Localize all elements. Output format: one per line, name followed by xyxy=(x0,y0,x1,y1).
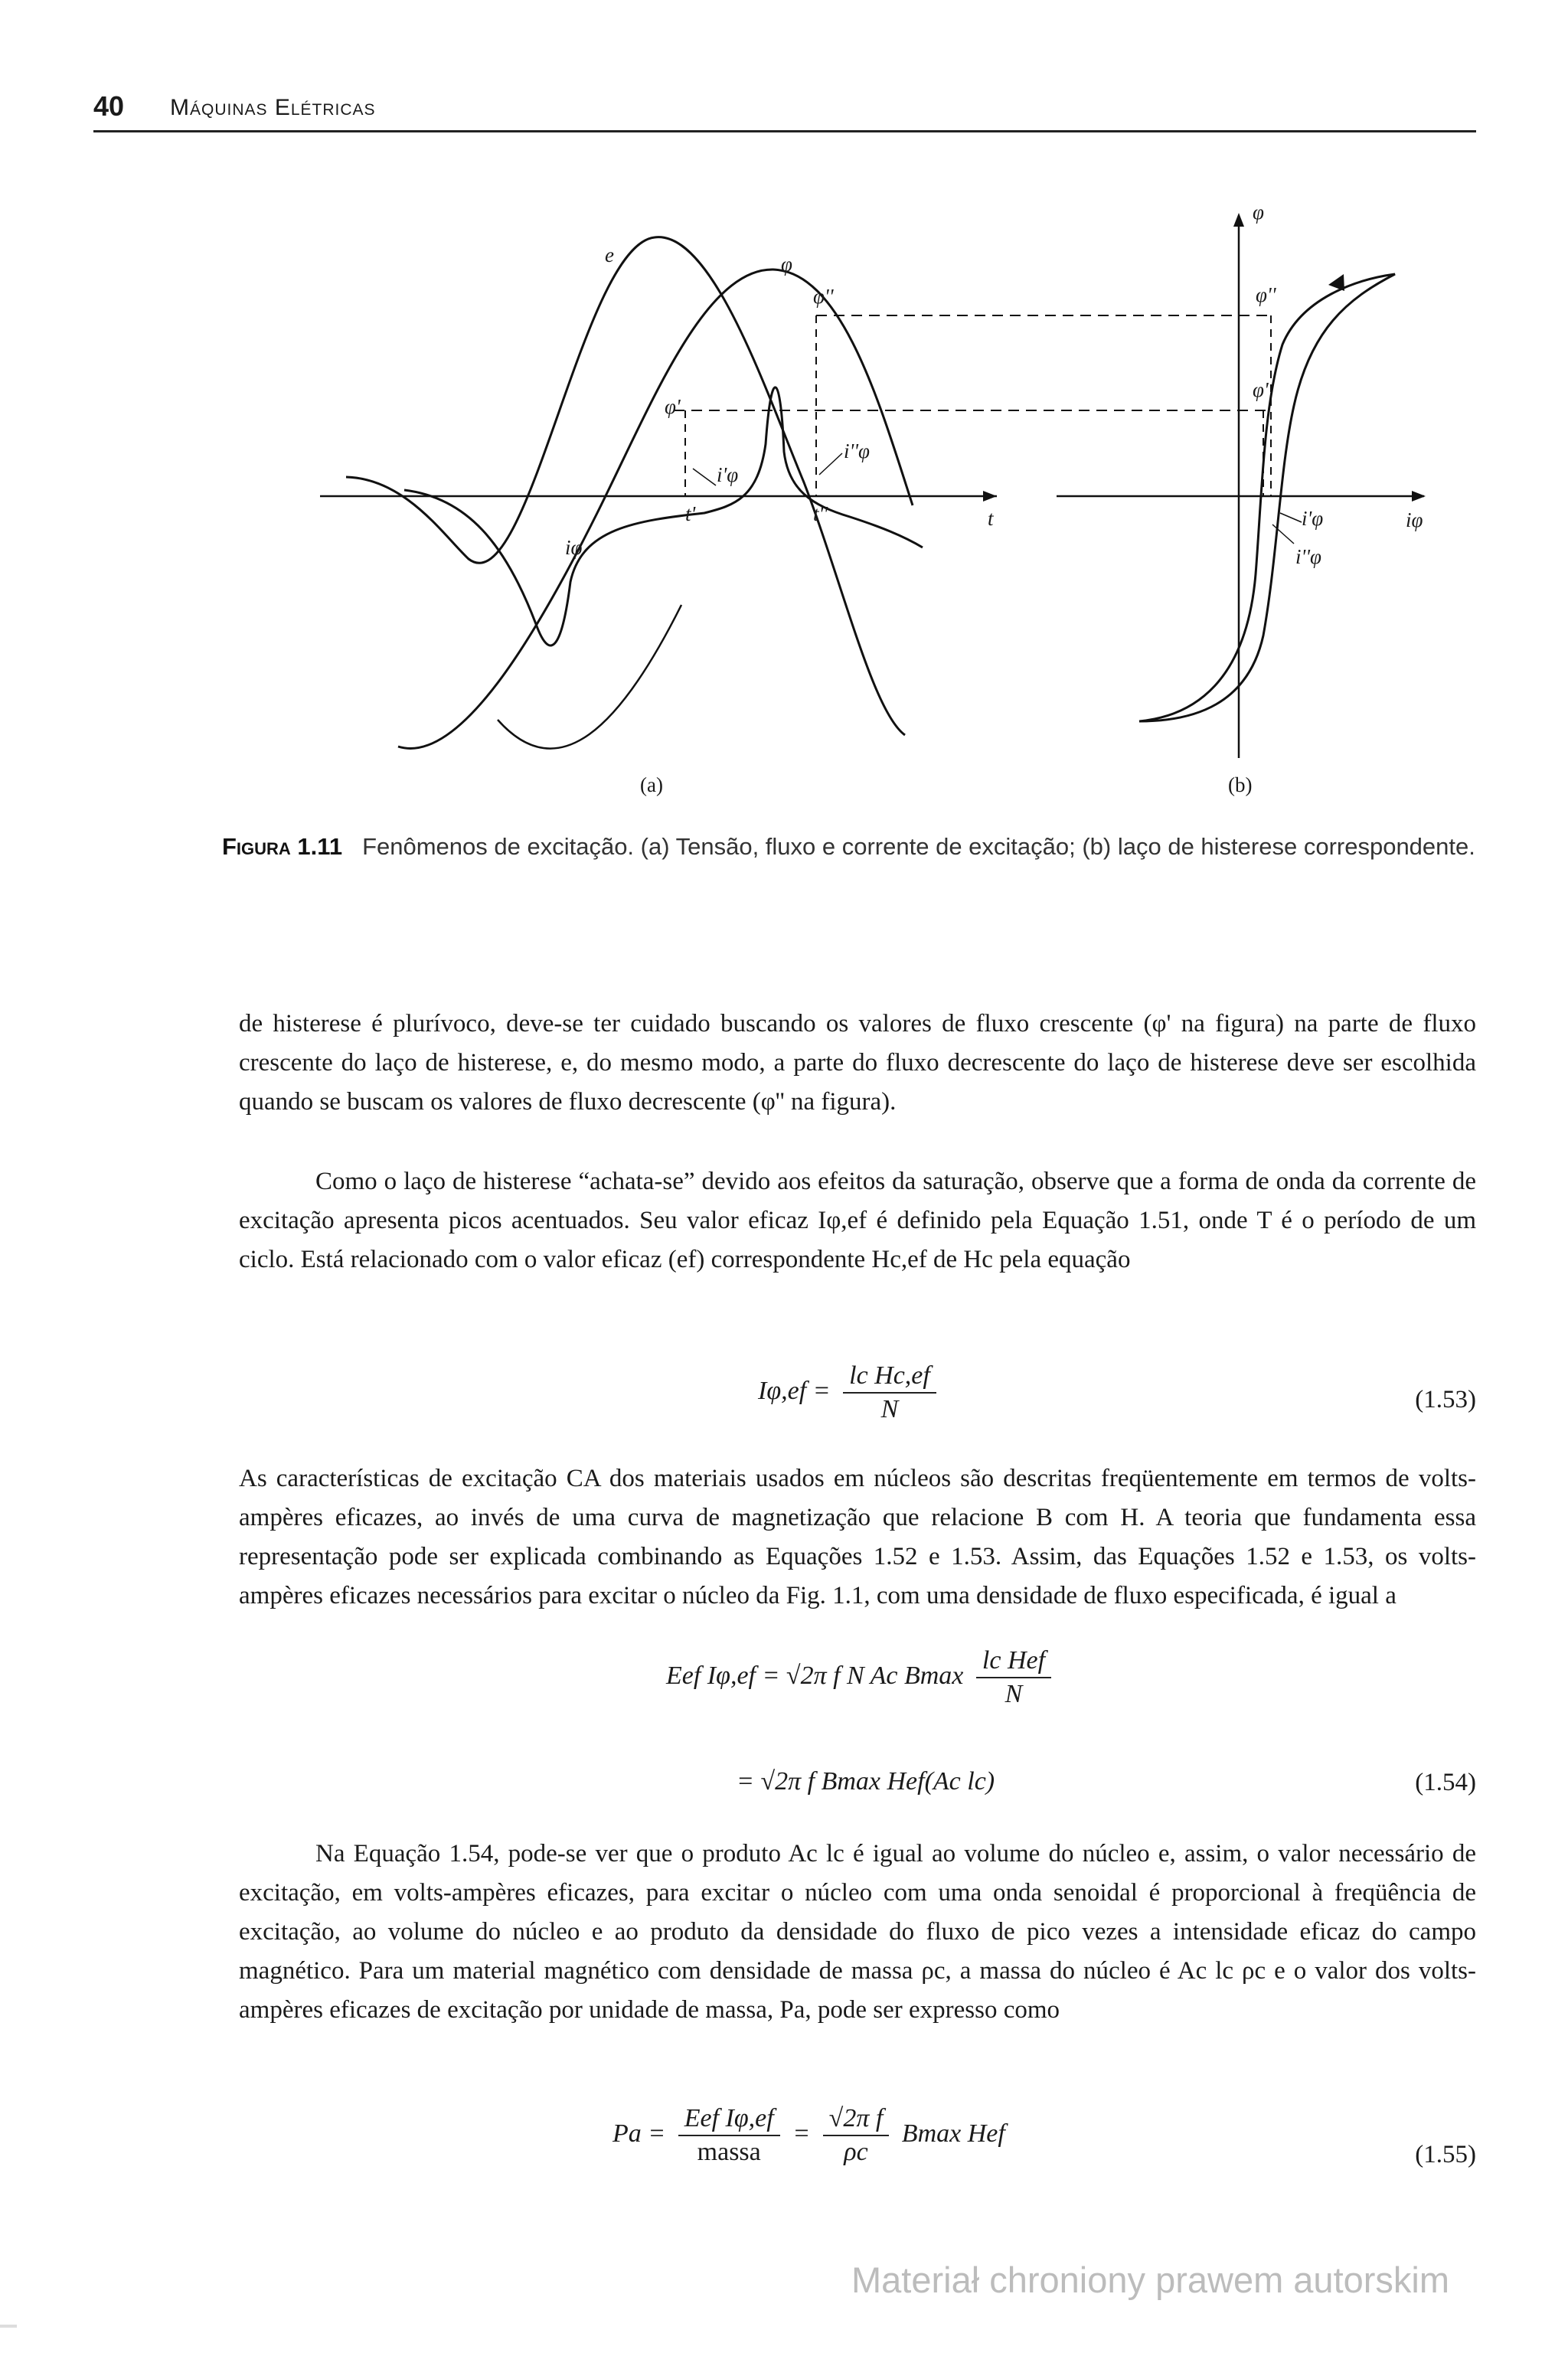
panel-b-arrowhead-x xyxy=(1412,491,1426,502)
figure-caption xyxy=(222,831,1485,862)
label-b-phi2: φ'' xyxy=(1256,283,1276,306)
panel-b-sublabel: (b) xyxy=(1228,773,1253,796)
label-i-phi2: i''φ xyxy=(844,440,870,462)
label-i-phi1: i'φ xyxy=(717,463,739,486)
label-b-phi1: φ' xyxy=(1253,378,1269,401)
label-b-i-phi: iφ xyxy=(1406,508,1423,531)
label-t: t xyxy=(988,507,994,530)
caption-label: Figura 1.11 xyxy=(222,833,343,860)
label-phi2: φ'' xyxy=(813,285,834,308)
eq153-fraction xyxy=(843,1361,936,1424)
paragraph-3: As características de excitação CA dos materiais usados em núcleos são descritas freqüentemente em termos de volts-ampères eficazes, ao invés de uma curva de magnetização que relacione B com H. A teoria que fundamenta essa representação pode ser explicada combinando as Equações 1.52 e 1.53. Assim, das Equações 1.52 e 1.53, os volts-ampères eficazes necessários para excitar o núcleo da Fig. 1.1, com uma densidade de fluxo especificada, é igual a xyxy=(239,1465,1476,1609)
equation-number-1-53: (1.53) xyxy=(1415,1386,1476,1413)
voltage-curve-e xyxy=(346,237,905,735)
eq154-fraction xyxy=(976,1646,1051,1709)
eq155-lhs: Pa = xyxy=(612,2119,666,2148)
b-i1-leader xyxy=(1280,513,1302,522)
eq155-denominator-2: ρc xyxy=(844,2138,868,2166)
exciting-current-curve xyxy=(404,387,923,645)
running-header xyxy=(93,90,1476,132)
panel-a-sublabel: (a) xyxy=(640,773,663,796)
hysteresis-loop xyxy=(1139,274,1395,721)
eq153-denominator: N xyxy=(880,1395,899,1423)
copyright-watermark: Materiał chroniony prawem autorskim xyxy=(851,2260,1450,2300)
eq154-denominator: N xyxy=(1004,1680,1023,1708)
eq155-fraction-1 xyxy=(678,2104,780,2167)
equation-number-1-55: (1.55) xyxy=(1415,2141,1476,2168)
i1-leader xyxy=(693,469,716,485)
book-title: Máquinas Elétricas xyxy=(170,95,376,120)
label-phi: φ xyxy=(781,253,792,276)
label-t1: t' xyxy=(685,502,696,525)
label-phi1: φ' xyxy=(665,395,681,418)
eq155-fraction-2 xyxy=(823,2104,890,2167)
label-b-i-phi1: i'φ xyxy=(1302,507,1324,530)
equation-1-54-line2: = √2π f Bmax Hef(Ac lc) xyxy=(737,1767,995,1796)
eq154-line1-lhs: Eef Iφ,ef = √2π f N Ac Bmax xyxy=(666,1661,964,1690)
flux-curve-phi xyxy=(398,270,913,748)
paragraph-4: Na Equação 1.54, pode-se ver que o produto Ac lc é igual ao volume do núcleo e, assim, o valor necessário de excitação, em volts-ampères eficazes, para excitar o núcleo com uma onda senoidal é proporcional à freqüência de excitação, ao volume do núcleo e ao produto da densidade do fluxo de pico vezes a intensidade eficaz do campo magnético. Para um material magnético com densidade de massa ρc, a massa do núcleo é Ac lc ρc e o valor dos volts-ampères eficazes de excitação por unidade de massa, Pa, pode ser expresso como xyxy=(239,1840,1476,2024)
i2-leader xyxy=(819,453,842,475)
label-i-phi: iφ xyxy=(565,536,583,559)
paragraph-2: Como o laço de histerese “achata-se” devido aos efeitos da saturação, observe que a forma de onda da corrente de excitação apresenta picos acentuados. Seu valor eficaz Iφ,ef é definido pela Equação 1.51, onde T é o período de um ciclo. Está relacionado com o valor eficaz (ef) correspondente Hc,ef de Hc pela equação xyxy=(239,1168,1476,1273)
label-b-i-phi2: i''φ xyxy=(1295,545,1321,568)
eq155-equals: = xyxy=(792,2119,811,2148)
label-t2: t'' xyxy=(813,502,828,525)
caption-text: Fenômenos de excitação. (a) Tensão, fluxo e corrente de excitação; (b) laço de histerese correspondente. xyxy=(362,833,1475,860)
paragraph-1: de histerese é plurívoco, deve-se ter cuidado buscando os valores de fluxo crescente (φ' na figura) na parte de fluxo crescente do laço de histerese, e, do mesmo modo, a parte do fluxo decrescente do laço de histerese deve ser escolhida quando se buscam os valores de fluxo decrescente (φ'' na figura). xyxy=(239,1010,1476,1116)
label-e: e xyxy=(605,243,614,266)
panel-b-arrowhead-y xyxy=(1233,213,1244,227)
eq155-tail: Bmax Hef xyxy=(901,2119,1005,2148)
label-b-phi: φ xyxy=(1253,201,1264,224)
eq154-numerator: lc Hef xyxy=(976,1646,1051,1678)
eq155-numerator-1: Eef Iφ,ef xyxy=(678,2104,780,2136)
eq153-lhs: Iφ,ef = xyxy=(758,1376,831,1405)
equation-1-54-line1 xyxy=(666,1646,1057,1709)
eq155-denominator-1: massa xyxy=(697,2138,761,2166)
hysteresis-direction-arrow xyxy=(1328,274,1344,291)
eq155-numerator-2: √2π f xyxy=(823,2104,890,2136)
equation-1-53 xyxy=(758,1361,942,1424)
page-number: 40 xyxy=(93,90,125,122)
flux-curve-lower xyxy=(498,605,681,749)
panel-a-arrowhead xyxy=(983,491,997,502)
equation-number-1-54: (1.54) xyxy=(1415,1769,1476,1796)
equation-1-55 xyxy=(612,2104,1005,2167)
page-edge-mark xyxy=(0,2325,17,2328)
eq153-numerator: lc Hc,ef xyxy=(843,1361,936,1394)
